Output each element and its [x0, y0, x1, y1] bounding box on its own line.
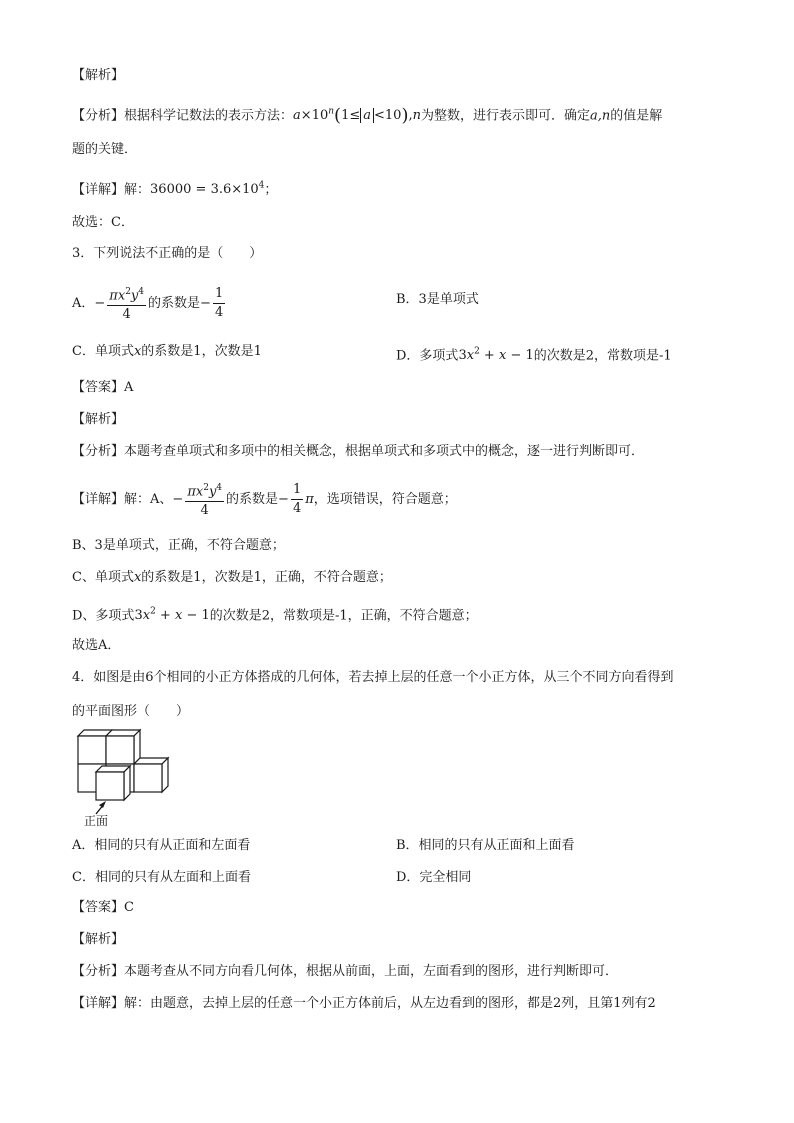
question-4-stem-line2: 的平面图形（ ） [72, 704, 190, 719]
question-3-stem: 3．下列说法不正确的是（ ） [72, 246, 263, 261]
fenxi-text-b: 为整数，进行表示即可．确定 [420, 108, 590, 124]
cube-side-face [124, 766, 130, 800]
cube-front-face [96, 772, 124, 800]
analysis-paragraph-continuation: 题的关键． [72, 142, 138, 157]
cube-front-face [106, 736, 134, 764]
fraction-1-over-4: $\frac{1}{4}$ [214, 286, 224, 320]
analysis-paragraph [72, 102, 732, 126]
analysis-heading [72, 66, 732, 86]
fenxi-3: 【分析】本题考查单项式和多项中的相关概念，根据单项式和多项式中的概念，逐一进行判断即可． [72, 444, 645, 459]
fenxi-text-c: 的值是解 [610, 108, 663, 124]
detail-4: 【详解】解：由题意，去掉上层的任意一个小正方体前后，从左边看到的图形，都是2列，且第1列有2 [72, 996, 656, 1011]
answer-3: 【答案】A [72, 380, 134, 395]
analysis-3-heading: 【解析】 [72, 412, 125, 427]
cube-figure [72, 728, 182, 824]
q3-option-c: C．单项式x的系数是1，次数是1 [72, 344, 262, 359]
fenxi-tag: 【分析】 [72, 108, 125, 124]
detail-3-c: C、单项式x的系数是1，次数是1，正确，不符合题意； [72, 570, 392, 585]
cube-side-face [162, 758, 168, 792]
q4-option-b: B．相同的只有从正面和上面看 [396, 838, 575, 853]
question-4-stem-line1: 4．如图是由6个相同的小正方体搭成的几何体，若去掉上层的任意一个小正方体，从三个不同方向看得到 [72, 670, 674, 685]
answer-4: 【答案】C [72, 900, 134, 915]
detail-3-d: D、多项式$3x^2 + x - 1$的次数是2，常数项是-1，正确，不符合题意； [72, 607, 478, 624]
q3-option-a: A．− $\frac{\pi x^2y^4}{4}$ 的系数是− $\frac{1}{4}$ [72, 282, 227, 326]
choice-3: 故选A． [72, 638, 121, 653]
fenxi-4: 【分析】本题考查从不同方向看几何体，根据从前面，上面，左面看到的图形，进行判断即可． [72, 964, 619, 979]
q3-option-b: B．3是单项式 [396, 292, 479, 307]
fenxi-text-a: 根据科学记数法的表示方法： [124, 108, 294, 124]
analysis-4-heading: 【解析】 [72, 932, 125, 947]
q4-option-c: C．相同的只有从左面和上面看 [72, 870, 251, 885]
q3-option-d: D．多项式$3x^2 + x - 1$的次数是2，常数项是-1 [396, 347, 672, 364]
figure-label-front: 正面 [84, 814, 109, 828]
front-arrow-head [99, 801, 106, 808]
detail-3: 【详解】解：A、− $\frac{\pi x^2y^4}{4}$ 的系数是− $\frac{1}{4}$ π，选项错误，符合题意； [72, 478, 732, 522]
detail-text: 解： [124, 182, 151, 198]
detail-3-fraction-b: $\frac{1}{4}$ [292, 482, 302, 516]
vars-a-n: a,n [590, 108, 611, 124]
analysis-tag: 【解析】 [72, 68, 125, 83]
detail-3-fraction-a: $\frac{\pi x^2y^4}{4}$ [185, 479, 224, 520]
detail-paragraph: 【详解】解：$36000 = 3.6\times 10^4$； [72, 181, 278, 198]
cube-front-face [78, 736, 106, 764]
choice-line: 故选：C． [72, 215, 134, 230]
detail-tag: 【详解】 [72, 182, 125, 198]
q4-option-a: A．相同的只有从正面和左面看 [72, 838, 251, 853]
cube-front-face [134, 764, 162, 792]
detail-3-b: B、3是单项式，正确，不符合题意； [72, 538, 285, 553]
q4-option-d: D．完全相同 [396, 870, 472, 885]
detail-formula: $36000 = 3.6\times 10^4$ [150, 181, 265, 198]
sci-notation-formula: $a\times 10^n(1\le a <10),n$ [293, 105, 421, 127]
fraction-pi-x2-y4-over-4: $\frac{\pi x^2y^4}{4}$ [107, 283, 146, 324]
